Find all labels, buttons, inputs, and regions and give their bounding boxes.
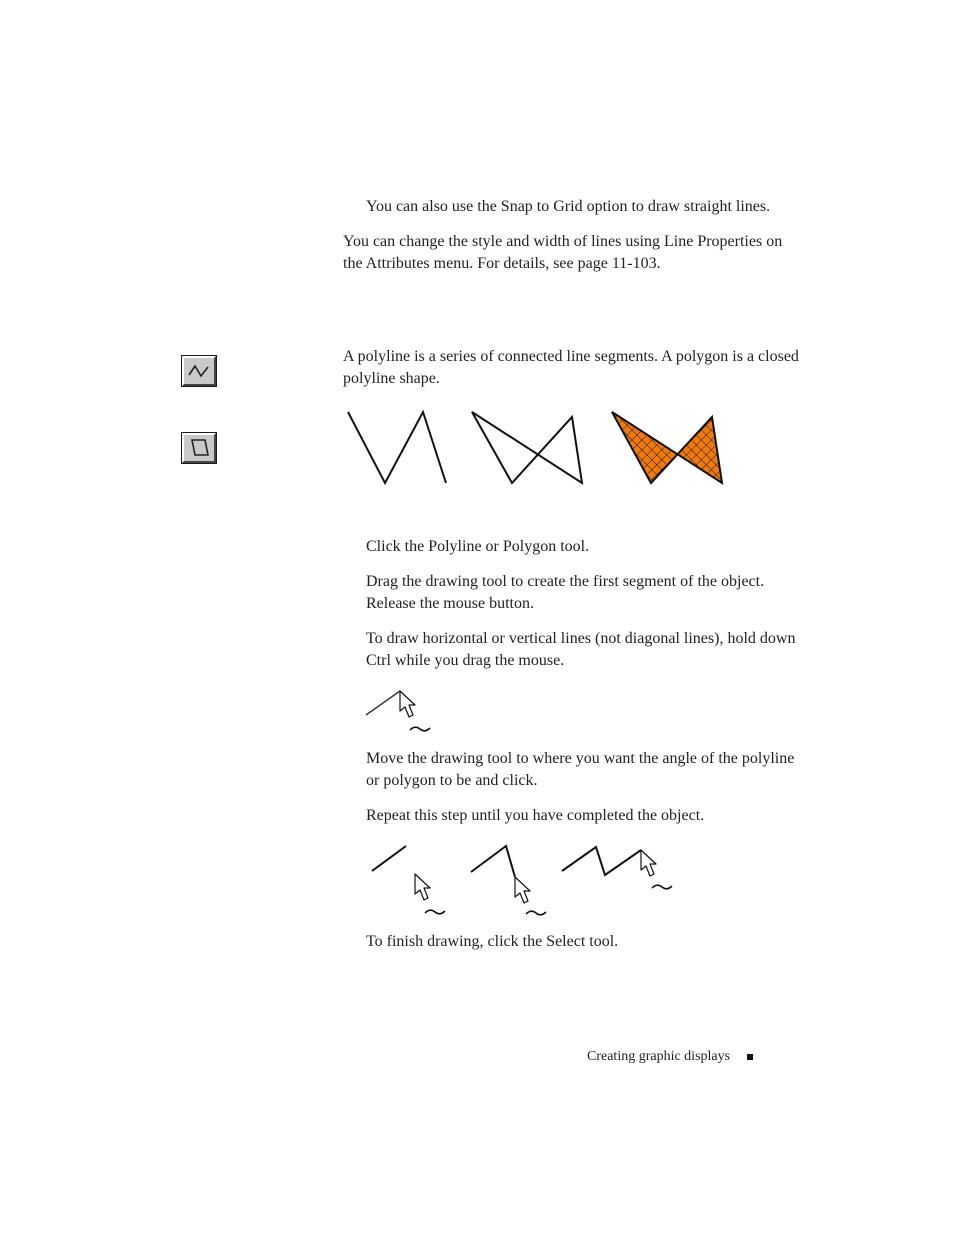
open-polygon-example — [472, 412, 582, 483]
filled-polygon-example — [612, 412, 722, 483]
first-segment-illustration — [362, 684, 442, 738]
snap-to-grid-note: You can also use the Snap to Grid option to draw straight lines. — [366, 198, 771, 215]
polygon-tool-icon — [186, 437, 212, 459]
polyline-description-line1: A polyline is a series of connected line segments. A polygon is a closed — [343, 348, 799, 365]
drag-tilde-icon — [652, 885, 672, 889]
step-3-text-line1: Move the drawing tool to where you want the angle of the polyline — [366, 750, 795, 767]
polyline-tool-icon — [186, 361, 212, 381]
tip-text-line1: To draw horizontal or vertical lines (not diagonal lines), hold down — [366, 630, 796, 647]
step-4-text: Repeat this step until you have completed the object. — [366, 807, 705, 824]
step-1-text: Click the Polyline or Polygon tool. — [366, 538, 590, 555]
line-properties-text-line1: You can change the style and width of lines using Line Properties on — [343, 233, 783, 250]
drag-tilde-icon — [526, 911, 546, 915]
polyline-tool-button[interactable] — [182, 356, 216, 386]
step-2-text-line1: Drag the drawing tool to create the first segment of the object. — [366, 573, 765, 590]
step-5-text: To finish drawing, click the Select tool. — [366, 933, 619, 950]
polyline-example — [348, 412, 446, 483]
drag-tilde-icon — [425, 910, 445, 914]
step-3-text-line2: or polygon to be and click. — [366, 772, 538, 789]
footer-section-title: Creating graphic displays — [587, 1049, 731, 1064]
arrow-cursor-icon — [641, 850, 656, 876]
arrow-cursor-icon — [400, 691, 415, 717]
footer-bullet-icon — [747, 1054, 753, 1060]
arrow-cursor-icon — [415, 874, 430, 900]
polyline-polygon-examples — [340, 405, 740, 495]
step-2-text-line2: Release the mouse button. — [366, 595, 534, 612]
tip-text-line2: Ctrl while you drag the mouse. — [366, 652, 565, 669]
polyline-description-line2: polyline shape. — [343, 370, 440, 387]
polygon-tool-button[interactable] — [182, 433, 216, 463]
drag-tilde-icon — [410, 727, 430, 731]
progressive-drawing-illustration — [365, 840, 685, 922]
line-properties-text-line2: the Attributes menu. For details, see page 11-103. — [343, 255, 661, 272]
arrow-cursor-icon — [515, 877, 530, 903]
